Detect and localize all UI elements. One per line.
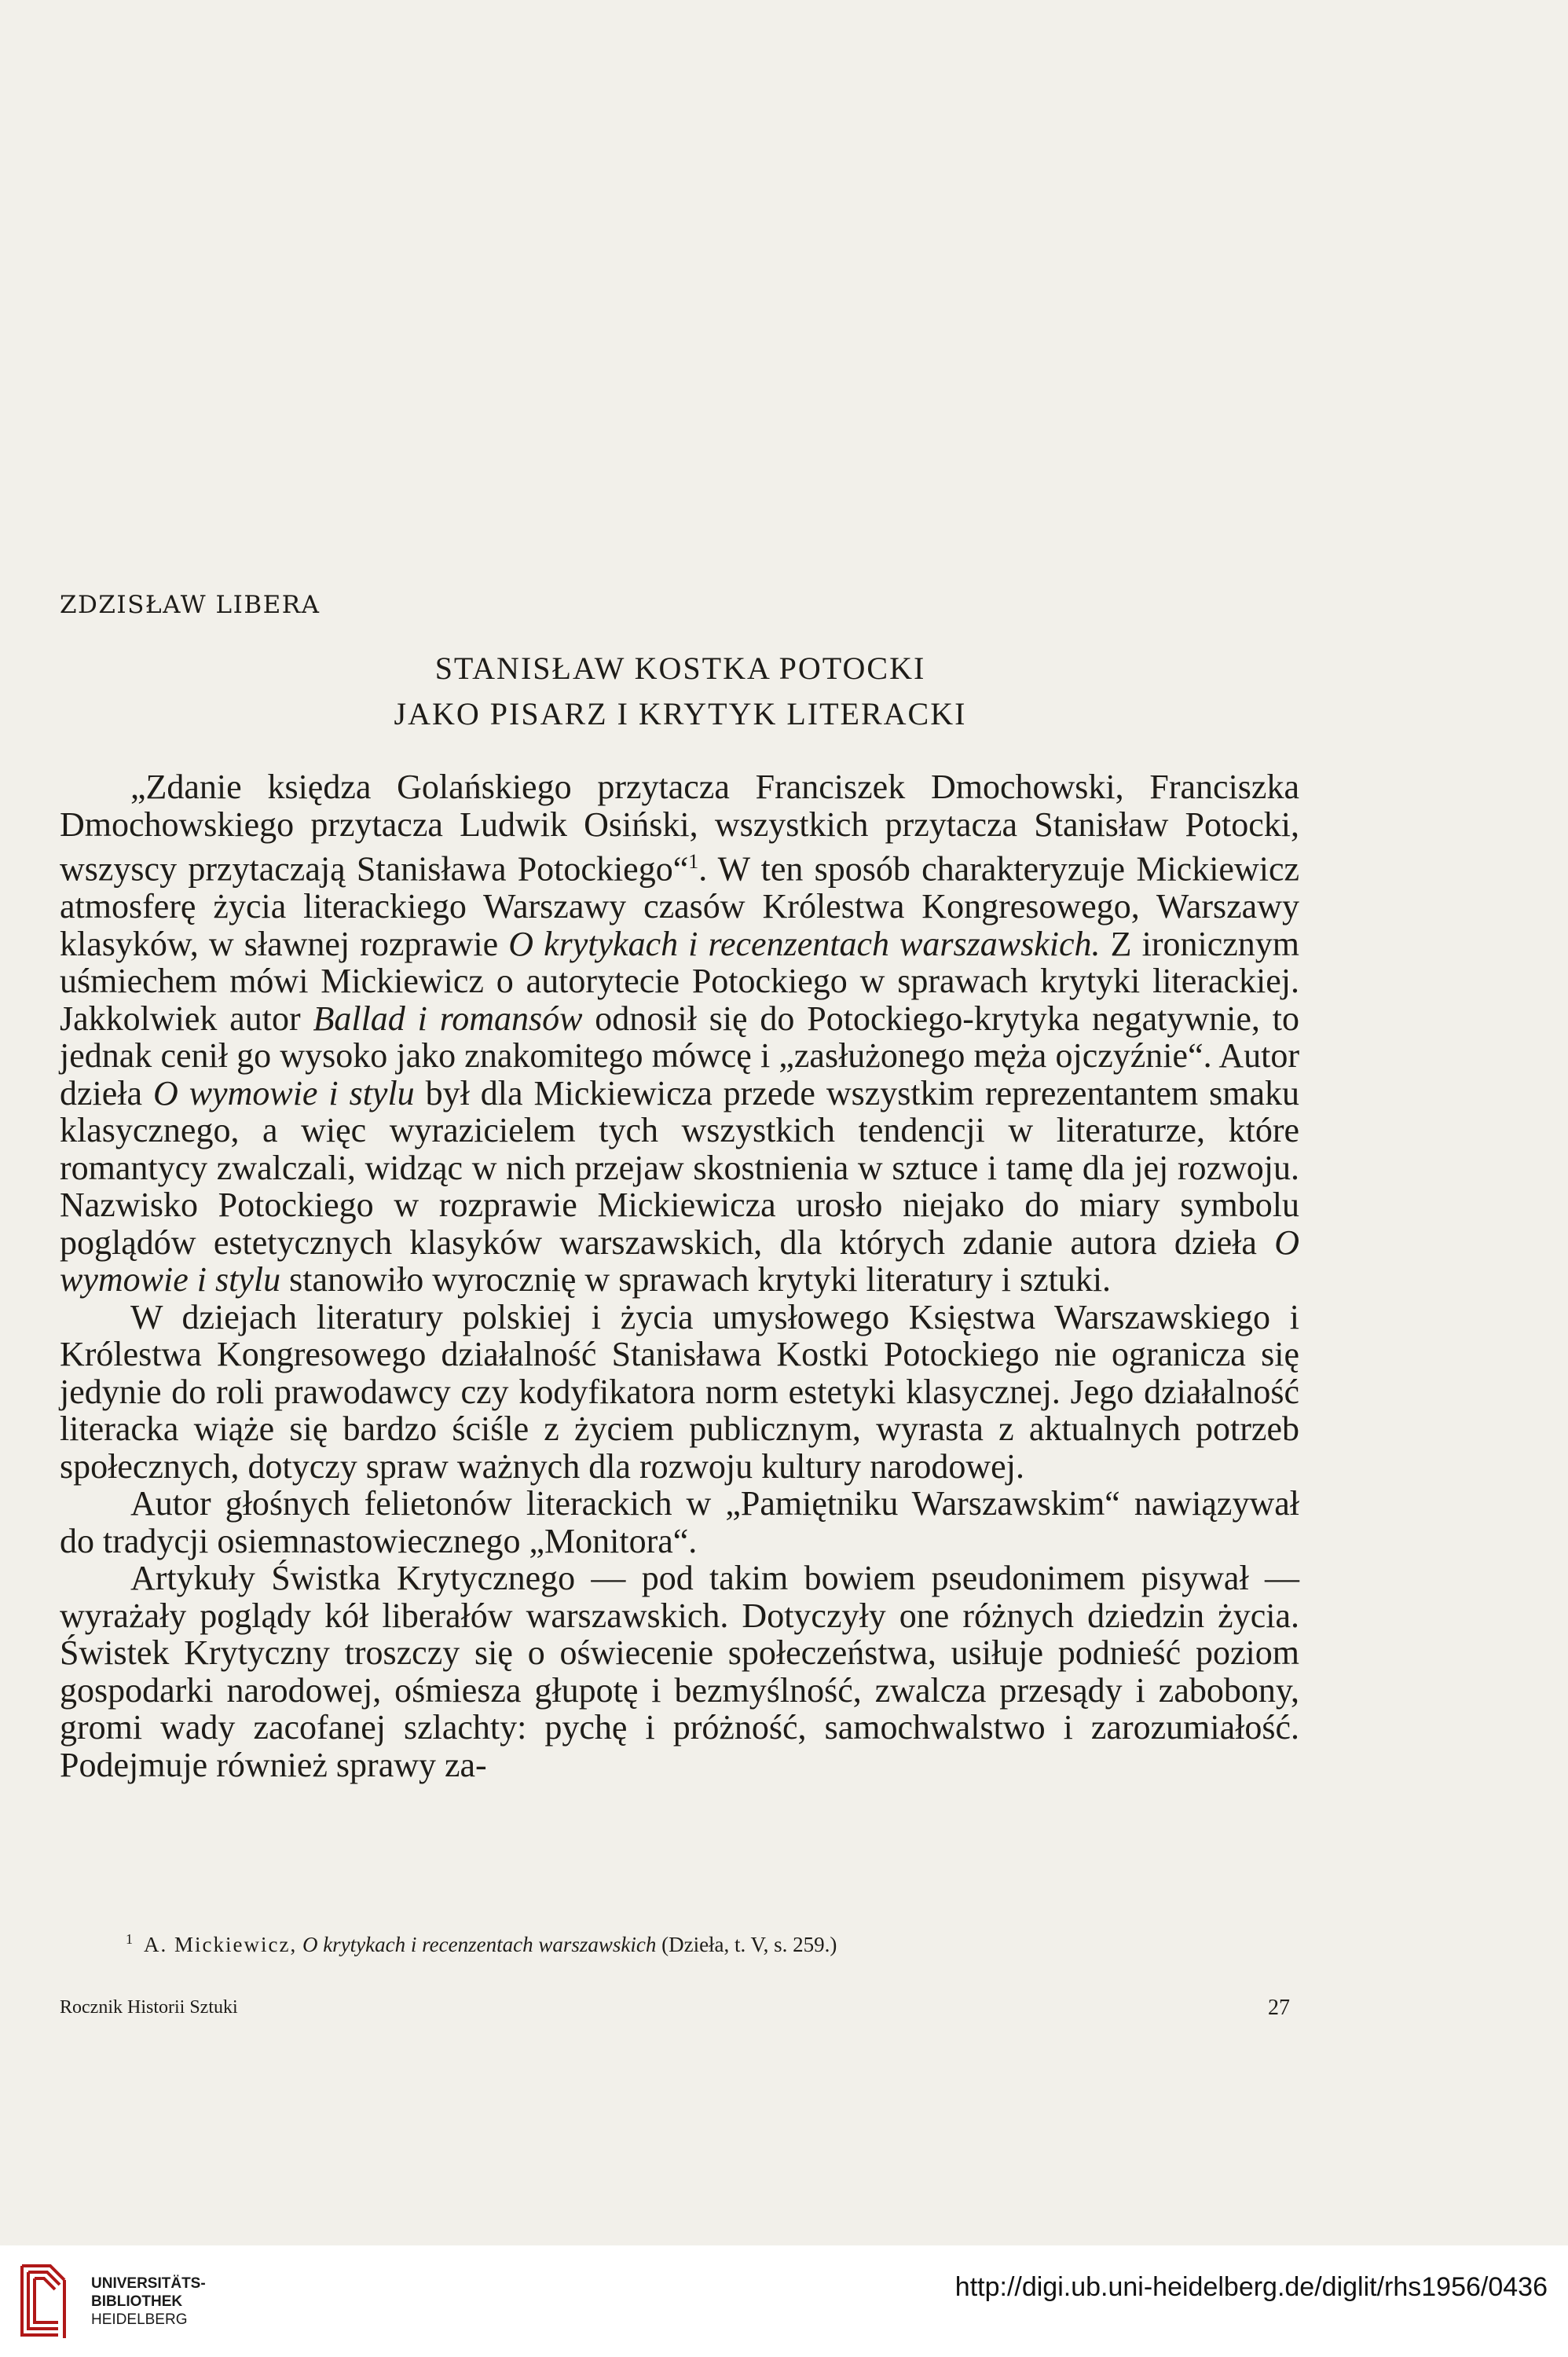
paragraph-1-text-a: „Zdanie księdza Golańskiego przytacza Franciszek Dmochowski, Franciszka Dmochowskiego przytacza Ludwik Osiński, wszystkich przytacza Stanisław Potocki, wszyscy przytaczają Stanisława Potockiego“: [60, 768, 1299, 889]
source-url-link[interactable]: http://digi.ub.uni-heidelberg.de/diglit/rhs1956/0436: [954, 2272, 1548, 2302]
footnote-ref: 1: [688, 850, 699, 873]
article-title-line-1: STANISŁAW KOSTKA POTOCKI: [434, 651, 926, 686]
paragraph-1-text-d: Z ironicznym uśmiechem mówi Mickiewicz o autorytecie Potockiego w sprawach krytyki literackiej. Jakkolwiek autor: [60, 924, 1299, 1038]
library-name-line-3: HEIDELBERG: [91, 2311, 188, 2328]
paragraph-1-text-f: odnosił się do Potockiego-krytyka negatywnie, to jednak cenił go wysoko jako znakomitego mówcę i „zasłużonego męża ojczyźnie“. Autor dzieła: [60, 999, 1299, 1113]
footnote-author: A. Mickiewicz,: [144, 1933, 298, 1956]
article-title-line-2: JAKO PISARZ I KRYTYK LITERACKI: [394, 696, 967, 731]
cited-work-title: Ballad i romansów: [313, 999, 583, 1038]
article-author: ZDZISŁAW LIBERA: [60, 591, 321, 619]
footnote: [126, 1931, 837, 1957]
cited-work-title: O wymowie i stylu: [60, 1222, 1299, 1299]
footnote-title: O krytykach i recenzentach warszawskich: [302, 1933, 657, 1956]
cited-work-title: O krytykach i recenzentach warszawskich.: [508, 924, 1101, 963]
ub-heidelberg-logo-icon: [14, 2256, 77, 2344]
paragraph-1-text-j: stanowiło wyrocznię w sprawach krytyki literatury i sztuki.: [280, 1260, 1112, 1299]
paragraph-1-text-h: był dla Mickiewicza przede wszystkim reprezentantem smaku klasycznego, a więc wyrazicielem tych wszystkich tendencji w literaturze, które romantycy zwalczali, widząc w nich przejaw skostnienia w sztuce i tamę dla jej rozwoju. Nazwisko Potockiego w rozprawie Mickiewicza urosło niejako do miary symbolu poglądów estetycznych klasyków warszawskich, dla których zdanie autora dzieła: [60, 1073, 1299, 1262]
footnote-source: (Dzieła, t. V, s. 259.): [661, 1933, 837, 1956]
journal-name: Rocznik Historii Sztuki: [60, 1997, 238, 2018]
paragraph-1-text-b: . W ten sposób charakteryzuje Mickiewicz atmosferę życia literackiego Warszawy czasów Królestwa Kongresowego, Warszawy klasyków, w sławnej rozprawie: [60, 849, 1300, 963]
page-number: 27: [1268, 1996, 1290, 2020]
cited-work-title: O wymowie i stylu: [152, 1073, 415, 1113]
paragraph-3: Autor głośnych felietonów literackich w „Pamiętniku Warszawskim“ nawiązywał do tradycji osiemnastowiecznego „Monitora“.: [60, 1484, 1299, 1560]
paragraph-1: [60, 768, 1299, 1299]
library-name: [91, 2275, 206, 2329]
library-name-line-2: BIBLIOTHEK: [91, 2293, 183, 2310]
footnote-mark: 1: [126, 1931, 133, 1947]
article-body: [60, 768, 1299, 1783]
library-name-line-1: UNIVERSITÄTS-: [91, 2275, 206, 2292]
paragraph-4: Artykuły Świstka Krytycznego — pod takim bowiem pseudonimem pisywał — wyrażały poglądy kół liberałów warszawskich. Dotyczyły one różnych dziedzin życia. Świstek Krytyczny troszczy się o oświecenie społeczeństwa, usiłuje podnieść poziom gospodarki narodowej, ośmiesza głupotę i bezmyślność, zwalcza przesądy i zabobony, gromi wady zacofanej szlachty: pychę i próżność, samochwalstwo i zarozumiałość. Podejmuje również sprawy za-: [60, 1559, 1299, 1784]
paragraph-2: W dziejach literatury polskiej i życia umysłowego Księstwa Warszawskiego i Królestwa Kongresowego działalność Stanisława Kostki Potockiego nie ogranicza się jedynie do roli prawodawcy czy kodyfikatora norm estetyki klasycznej. Jego działalność literacka wiąże się bardzo ściśle z życiem publicznym, wyrasta z aktualnych potrzeb społecznych, dotyczy spraw ważnych dla rozwoju kultury narodowej.: [60, 1297, 1299, 1486]
